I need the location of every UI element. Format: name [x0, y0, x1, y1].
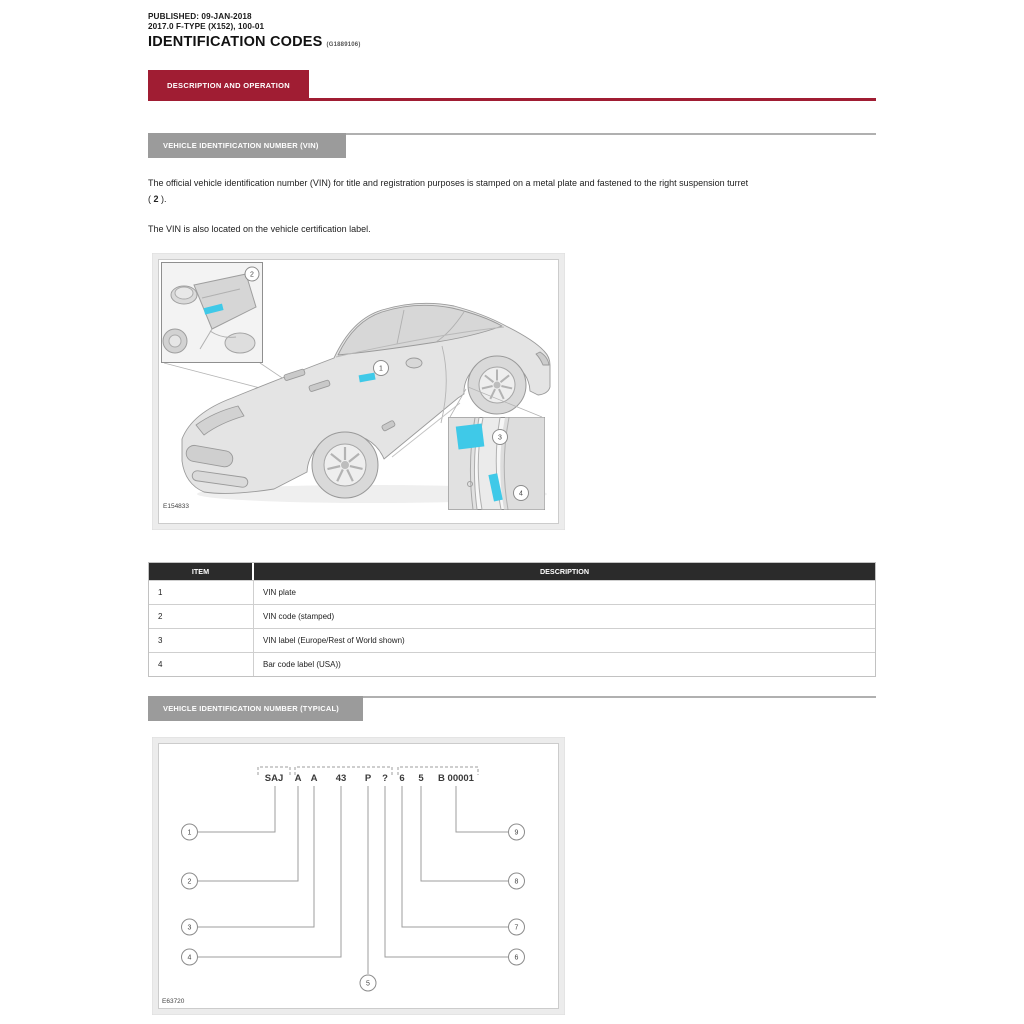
- svg-text:4: 4: [519, 490, 523, 498]
- vin-segment-pos8: P: [364, 773, 372, 784]
- paragraph-certification-label: The VIN is also located on the vehicle certification label.: [148, 224, 371, 234]
- svg-text:9: 9: [514, 829, 519, 837]
- table-header-description: DESCRIPTION: [539, 567, 590, 576]
- svg-text:6: 6: [514, 954, 519, 962]
- table-row: [149, 628, 875, 652]
- doc-code: (G1889106): [326, 42, 361, 48]
- svg-text:5: 5: [366, 980, 370, 988]
- paragraph-vin-location-text: The official vehicle identification number (VIN) for title and registration purposes is stamped on a metal plate and fastened to the right suspension turret: [148, 178, 749, 188]
- vin-segment-pos9: ?: [382, 773, 388, 784]
- vin-segment-pos67: 43: [335, 773, 347, 784]
- ref-open: (: [148, 194, 154, 204]
- vin-label-highlight: [456, 423, 485, 449]
- svg-text:2: 2: [250, 271, 254, 279]
- callout-2-badge: [245, 267, 259, 281]
- vin-segment-pos5: A: [310, 773, 318, 784]
- table-cell-item: 4: [149, 653, 254, 676]
- table-row: [149, 580, 875, 604]
- callout-4-badge: [514, 486, 529, 501]
- svg-text:1: 1: [187, 829, 192, 837]
- table-row: [149, 604, 875, 628]
- svg-text:7: 7: [514, 924, 519, 932]
- table-cell-description: VIN code (stamped): [263, 612, 335, 621]
- table-header-row: [149, 563, 875, 580]
- table-cell-description: Bar code label (USA)): [263, 660, 341, 669]
- svg-text:2: 2: [187, 878, 192, 886]
- page-title: [148, 34, 361, 50]
- vin-segment-wmi: SAJ: [264, 773, 284, 784]
- vin-segment-pos4: A: [294, 773, 302, 784]
- callout-circle-7: [509, 919, 525, 935]
- paragraph-vin-location: [148, 175, 878, 207]
- figure-vin-location: [152, 253, 565, 535]
- callout-circle-3: [182, 919, 198, 935]
- tab-description-and-operation[interactable]: DESCRIPTION AND OPERATION: [148, 70, 309, 101]
- callout-circle-4: [182, 949, 198, 965]
- rear-wheel: [468, 356, 526, 414]
- front-wheel: [312, 432, 378, 498]
- svg-text:1: 1: [379, 365, 383, 373]
- figure-label: E63720: [162, 998, 185, 1005]
- vin-segment-pos11: 5: [418, 773, 424, 784]
- table-row: [149, 652, 875, 676]
- callout-circle-5: [360, 975, 376, 991]
- vin-breakdown-diagram: [152, 737, 565, 1015]
- figure-label: E154833: [163, 503, 190, 510]
- table-cell-item: 3: [149, 629, 254, 652]
- page-title-text: IDENTIFICATION CODES: [148, 34, 323, 50]
- svg-text:4: 4: [187, 954, 192, 962]
- svg-text:3: 3: [498, 434, 502, 442]
- callout-circle-2: [182, 873, 198, 889]
- svg-text:8: 8: [514, 878, 519, 886]
- callout-circle-8: [509, 873, 525, 889]
- table-cell-description: VIN label (Europe/Rest of World shown): [263, 636, 405, 645]
- side-mirror: [406, 358, 422, 368]
- figure-vin-breakdown: [152, 737, 565, 1020]
- callout-circle-6: [509, 949, 525, 965]
- doc-header: [148, 12, 361, 50]
- model-code: 2017.0 F-TYPE (X152), 100-01: [148, 21, 265, 31]
- callout-reference-2: 2: [153, 194, 159, 204]
- engine-bay-inset: [162, 263, 263, 363]
- door-jamb-inset: [449, 418, 545, 510]
- ref-close: ).: [158, 194, 167, 204]
- vin-segment-serial: B 00001: [438, 773, 474, 784]
- table-cell-item: 1: [149, 581, 254, 604]
- table-cell-description: VIN plate: [263, 588, 296, 597]
- vin-segment-pos10: 6: [399, 773, 405, 784]
- published-date: PUBLISHED: 09-JAN-2018: [148, 12, 252, 21]
- table-cell-item: 2: [149, 605, 254, 628]
- callout-1-badge: [374, 361, 389, 376]
- svg-text:3: 3: [187, 924, 192, 932]
- callout-3-badge: [493, 430, 508, 445]
- car-illustration: [152, 253, 565, 530]
- callout-circle-9: [509, 824, 525, 840]
- callout-circle-1: [182, 824, 198, 840]
- vin-items-table: [148, 562, 876, 677]
- table-header-item: ITEM: [149, 563, 254, 580]
- section-heading-vin: VEHICLE IDENTIFICATION NUMBER (VIN): [148, 133, 346, 158]
- section-heading-typical: VEHICLE IDENTIFICATION NUMBER (TYPICAL): [148, 696, 363, 721]
